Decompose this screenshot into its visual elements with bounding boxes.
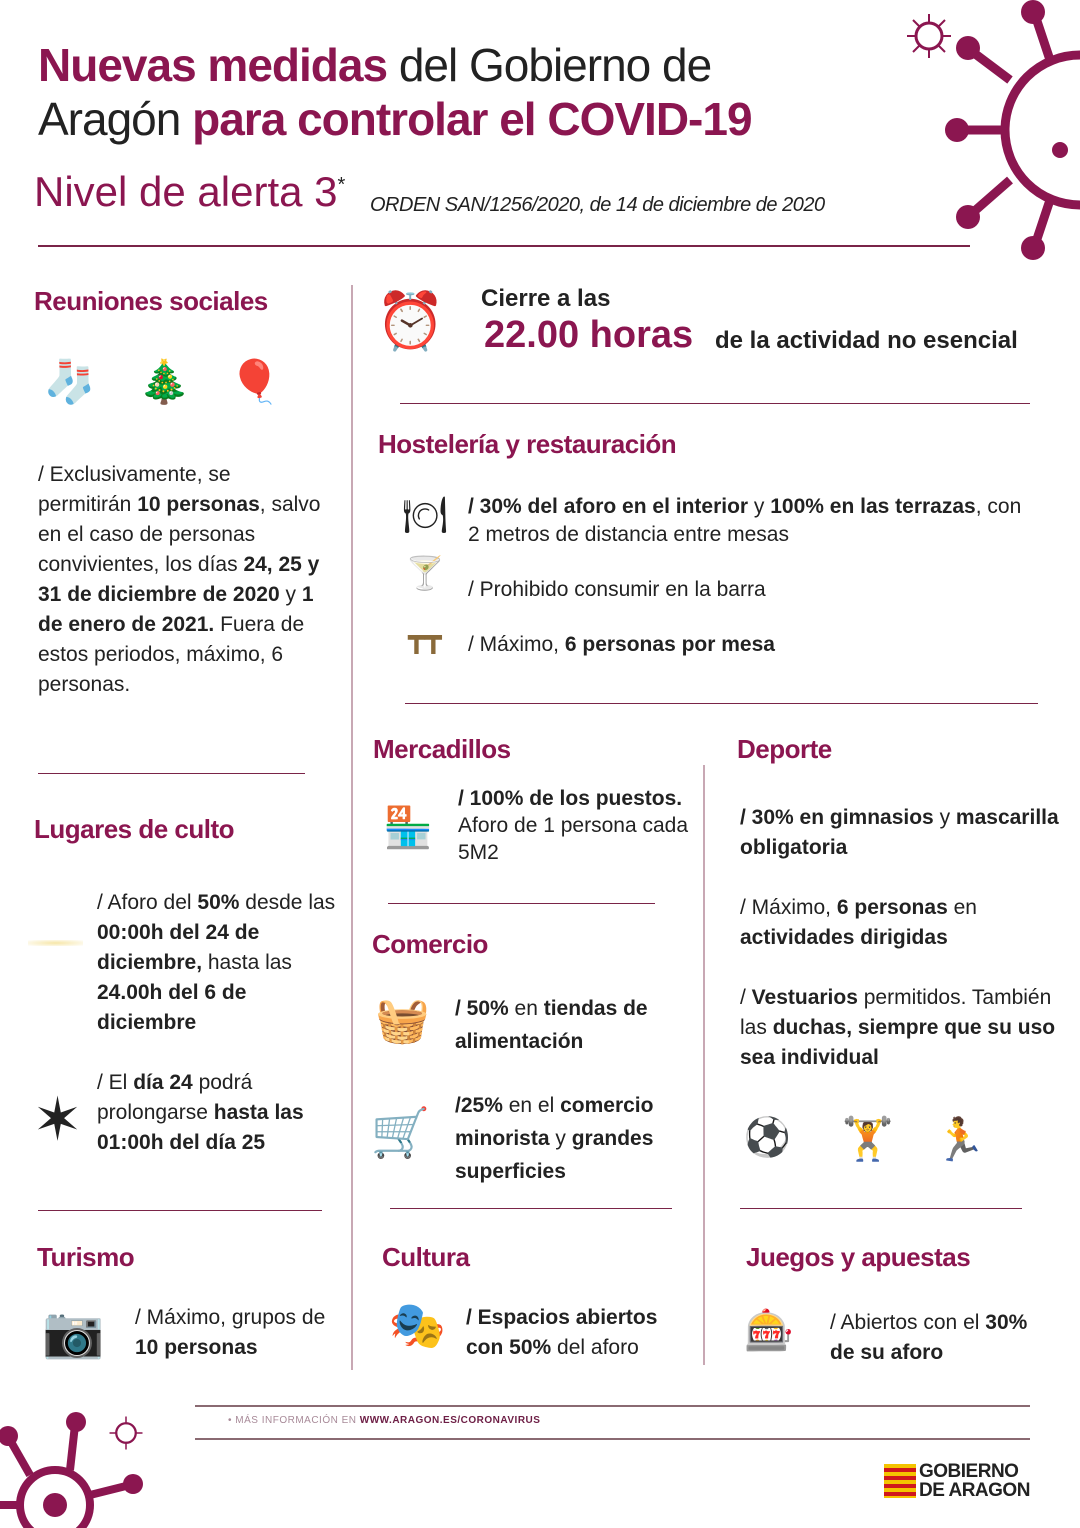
section-title-comercio: Comercio — [372, 929, 488, 959]
small-virus-icon — [108, 1415, 144, 1451]
divider — [390, 1208, 672, 1209]
camera-icon: 📷 — [42, 1304, 105, 1360]
christmas-ornaments-icon: 🎈 — [228, 358, 282, 405]
cultura-text — [466, 1303, 696, 1363]
emphasis-text: Nuevas medidas — [38, 39, 388, 91]
section-title-deporte: Deporte — [737, 734, 832, 764]
emphasis-text: comercio minorista — [455, 1094, 654, 1150]
emphasis-text: duchas, siempre que su uso sea individual — [740, 1016, 1056, 1069]
emphasis-text: /25% — [455, 1094, 503, 1117]
emphasis-text: 50% — [197, 891, 240, 914]
text-segment: del aforo — [551, 1336, 639, 1359]
text-segment: Fuera de estos periodos, máximo, 6 personas. — [38, 613, 305, 696]
text-segment: y — [933, 806, 956, 829]
text-segment: y — [279, 583, 302, 606]
emphasis-text: hasta las 01:00h del día 25 — [97, 1101, 304, 1154]
deporte-item — [740, 893, 1060, 953]
reuniones-text — [38, 460, 323, 700]
weightlifting-icon: 🏋 — [841, 1115, 895, 1162]
emphasis-text: / 100% de los puestos. — [458, 787, 683, 810]
section-title-culto: Lugares de culto — [34, 814, 235, 844]
gobierno-aragon-logo — [919, 1462, 1030, 1500]
divider — [195, 1438, 1030, 1440]
text-segment: Aforo de 1 persona cada 5M2 — [458, 814, 688, 864]
emphasis-text: 1 de enero de 2021. — [38, 583, 314, 636]
more-info-label: MÁS INFORMACIÓN EN — [235, 1415, 360, 1426]
cocktail-icon: 🍸 — [405, 554, 445, 591]
alert-level — [34, 168, 345, 216]
text-segment: / El — [97, 1071, 134, 1094]
emphasis-text: 24.00h del 6 de diciembre — [97, 981, 247, 1034]
hosteleria-item — [468, 630, 1028, 660]
emphasis-text: actividades dirigidas — [740, 926, 948, 949]
cierre-time: 22.00 horas — [484, 314, 694, 356]
divider — [195, 1405, 1030, 1407]
shopping-cart-icon: 🛒 — [370, 1107, 431, 1160]
more-info-link[interactable]: WWW.ARAGON.ES/CORONAVIRUS — [359, 1415, 541, 1426]
aragon-flag-icon — [884, 1464, 916, 1498]
emphasis-text: día 24 — [133, 1071, 193, 1094]
column-divider — [351, 285, 353, 1370]
order-reference: ORDEN SAN/1256/2020, de 14 de diciembre de 2020 — [370, 194, 825, 216]
emphasis-text: para controlar el COVID-19 — [192, 93, 752, 145]
section-title-reuniones: Reuniones sociales — [34, 286, 268, 316]
more-info: • MÁS INFORMACIÓN EN WWW.ARAGON.ES/CORONAVIRUS — [228, 1415, 541, 1426]
emphasis-text: / 30% del aforo en el interior — [468, 495, 749, 518]
page-title — [38, 38, 752, 146]
section-title-mercadillos: Mercadillos — [373, 734, 511, 764]
emphasis-text: / 50% — [455, 997, 509, 1020]
text-segment: Aragón — [38, 93, 193, 145]
divider — [38, 1210, 322, 1211]
emphasis-text: / 30% en gimnasios — [740, 806, 934, 829]
text-segment: / Exclusivamente, se permitirán — [38, 463, 231, 516]
section-title-hosteleria: Hostelería y restauración — [378, 429, 677, 459]
emphasis-text: mascarilla obligatoria — [740, 806, 1059, 859]
market-stall-icon: 🏪 — [383, 806, 433, 850]
emphasis-text: / Espacios abiertos con 50% — [466, 1306, 658, 1359]
divider — [388, 903, 655, 904]
emphasis-text: 24, 25 y 31 de diciembre de 2020 — [38, 553, 320, 606]
hosteleria-item — [468, 493, 1038, 549]
logo-line-2: DE ARAGON — [919, 1480, 1030, 1501]
text-segment: / Prohibido consumir en la barra — [468, 578, 766, 601]
section-title-juegos: Juegos y apuestas — [746, 1242, 971, 1272]
grocery-basket-icon: 🧺 — [375, 996, 430, 1045]
divider — [740, 1208, 1022, 1209]
text-segment: del Gobierno de — [387, 39, 712, 91]
alert-asterisk: * — [337, 174, 346, 196]
small-virus-icon — [905, 12, 953, 60]
candle-light-icon — [28, 940, 83, 946]
divider — [405, 703, 1038, 704]
christmas-stocking-icon: 🧦 — [43, 358, 97, 405]
star-icon: ✶ — [32, 1086, 83, 1153]
text-segment: / Máximo, grupos de — [135, 1306, 326, 1329]
text-segment: y — [748, 495, 771, 518]
text-segment: podrá prolongarse — [97, 1071, 253, 1124]
deporte-item — [740, 803, 1060, 863]
text-segment: , salvo en el caso de personas convivientes, los días — [38, 493, 321, 576]
theater-masks-icon: 🎭 — [388, 1299, 447, 1351]
hosteleria-item — [468, 575, 1028, 605]
divider — [38, 773, 305, 774]
logo-line-1: GOBIERNO — [919, 1461, 1019, 1482]
text-segment: en — [508, 997, 544, 1020]
emphasis-text: Vestuarios — [751, 986, 858, 1009]
emphasis-text: tiendas de alimentación — [455, 997, 648, 1053]
comercio-item — [455, 992, 700, 1058]
emphasis-text: 6 personas por mesa — [564, 633, 775, 656]
text-segment: / Aforo del — [97, 891, 198, 914]
table-chairs-icon: ┳┳ — [408, 622, 442, 653]
divider — [400, 403, 1030, 404]
cloche-icon: 🍽 — [402, 494, 448, 535]
emphasis-text: 00:00h del 24 de diciembre, — [97, 921, 260, 974]
text-segment: en el — [502, 1094, 561, 1117]
turismo-text — [135, 1303, 335, 1363]
culto-text-1 — [97, 888, 347, 1038]
emphasis-text: 10 personas — [135, 1336, 258, 1359]
deporte-item — [740, 983, 1060, 1073]
section-title-turismo: Turismo — [37, 1242, 135, 1272]
text-segment: hasta las — [202, 951, 292, 974]
text-segment: permitidos. También las — [740, 986, 1052, 1039]
culto-text-2 — [97, 1068, 342, 1158]
emphasis-text: 10 personas — [137, 493, 260, 516]
cierre-label: Cierre a las — [481, 285, 611, 312]
virus-decoration-icon — [940, 0, 1080, 260]
text-segment: desde las — [239, 891, 336, 914]
alarm-clock-icon: ⏰ — [375, 289, 446, 352]
poker-chips-icon: 🎰 — [744, 1308, 794, 1353]
juegos-text — [830, 1308, 1050, 1368]
text-segment: / Máximo, — [740, 896, 837, 919]
divider — [38, 245, 970, 247]
text-segment: en — [947, 896, 977, 919]
soccer-ball-icon: ⚽ — [743, 1116, 792, 1159]
column-divider — [703, 765, 705, 1365]
cierre-rest: de la actividad no esencial — [715, 327, 1018, 354]
emphasis-text: 100% en las terrazas — [770, 495, 976, 518]
christmas-tree-icon: 🎄 — [138, 358, 191, 405]
text-segment: / Máximo, — [468, 633, 565, 656]
emphasis-text: 6 personas — [836, 896, 948, 919]
emphasis-text: grandes superficies — [455, 1127, 654, 1183]
alert-level-text: Nivel de alerta 3 — [34, 168, 338, 215]
comercio-item — [455, 1089, 700, 1188]
section-title-cultura: Cultura — [382, 1242, 470, 1272]
emphasis-text: 30% de su aforo — [830, 1311, 1028, 1364]
text-segment: / — [740, 986, 752, 1009]
mercadillos-text — [458, 785, 688, 866]
text-segment: y — [549, 1127, 572, 1150]
text-segment: / Abiertos con el — [830, 1311, 986, 1334]
runner-icon: 🏃 — [933, 1115, 987, 1163]
text-segment: , con 2 metros de distancia entre mesas — [468, 495, 1022, 546]
